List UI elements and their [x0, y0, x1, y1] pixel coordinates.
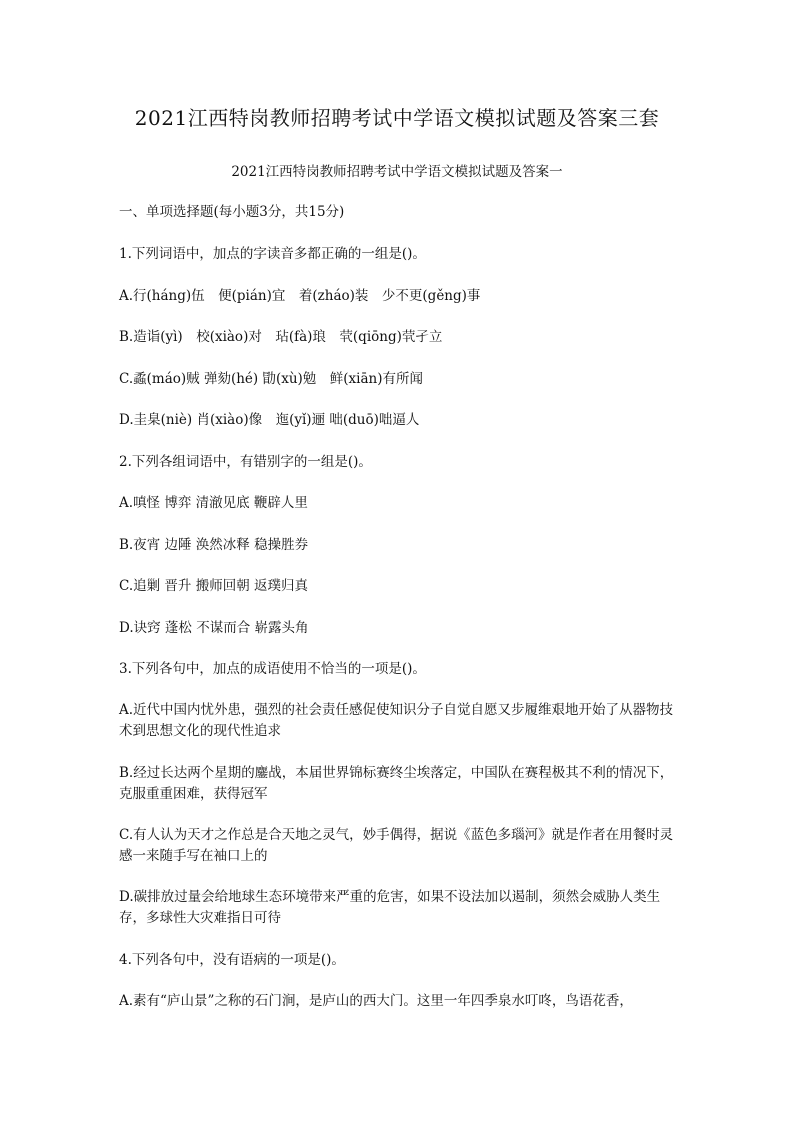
question-2-stem: 2.下列各组词语中，有错别字的一组是()。 — [119, 454, 372, 470]
question-3-option-b: B.经过长达两个星期的鏖战，本届世界锦标赛终尘埃落定，中国队在赛程极其不利的情况下，克服重重困难，获得冠军 — [119, 765, 674, 802]
question-1-option-b: B.造诣(yì) 校(xiào)对 玷(fà)琅 茕(qiōng)茕孑立 — [119, 329, 443, 345]
document-subtitle: 2021江西特岗教师招聘考试中学语文模拟试题及答案一 — [231, 164, 563, 180]
question-2-option-b: B.夜宵 边陲 涣然冰释 稳操胜券 — [119, 537, 309, 553]
question-1-option-d: D.圭臬(niè) 肖(xiào)像 迤(yǐ)逦 咄(duō)咄逼人 — [119, 412, 420, 428]
section-heading: 一、单项选择题(每小题3分，共15分) — [119, 204, 345, 220]
document-title: 2021江西特岗教师招聘考试中学语文模拟试题及答案三套 — [134, 106, 660, 130]
question-4-stem: 4.下列各句中，没有语病的一项是()。 — [119, 952, 345, 968]
question-3-stem: 3.下列各句中，加点的成语使用不恰当的一项是()。 — [119, 661, 426, 677]
question-1-stem: 1.下列词语中，加点的字读音多都正确的一组是()。 — [119, 246, 426, 262]
question-4-option-a: A.素有“庐山景”之称的石门涧，是庐山的西大门。这里一年四季泉水叮咚，鸟语花香， — [119, 993, 633, 1009]
question-1-option-c: C.蟊(máo)贼 弹劾(hé) 勖(xù)勉 鲜(xiān)有所闻 — [119, 371, 424, 387]
question-3-option-c: C.有人认为天才之作总是合天地之灵气，妙手偶得，据说《蓝色多瑙河》就是作者在用餐时灵感一来随手写在袖口上的 — [119, 827, 674, 864]
question-1-option-a: A.行(háng)伍 便(pián)宜 着(zháo)装 少不更(gěng)事 — [119, 288, 481, 304]
question-2-option-d: D.诀窍 蓬松 不谋而合 崭露头角 — [119, 620, 309, 636]
question-2-option-a: A.嗔怪 博弈 清澈见底 鞭辟人里 — [119, 495, 308, 511]
question-3-option-a: A.近代中国内忧外患，强烈的社会责任感促使知识分子自觉自愿又步履维艰地开始了从器物技术到思想文化的现代性追求 — [119, 702, 674, 739]
question-3-option-d: D.碳排放过量会给地球生态环境带来严重的危害，如果不设法加以遏制，须然会威胁人类生存，多球性大灾难指日可待 — [119, 889, 661, 926]
question-2-option-c: C.追剿 晋升 搬师回朝 返璞归真 — [119, 578, 309, 594]
